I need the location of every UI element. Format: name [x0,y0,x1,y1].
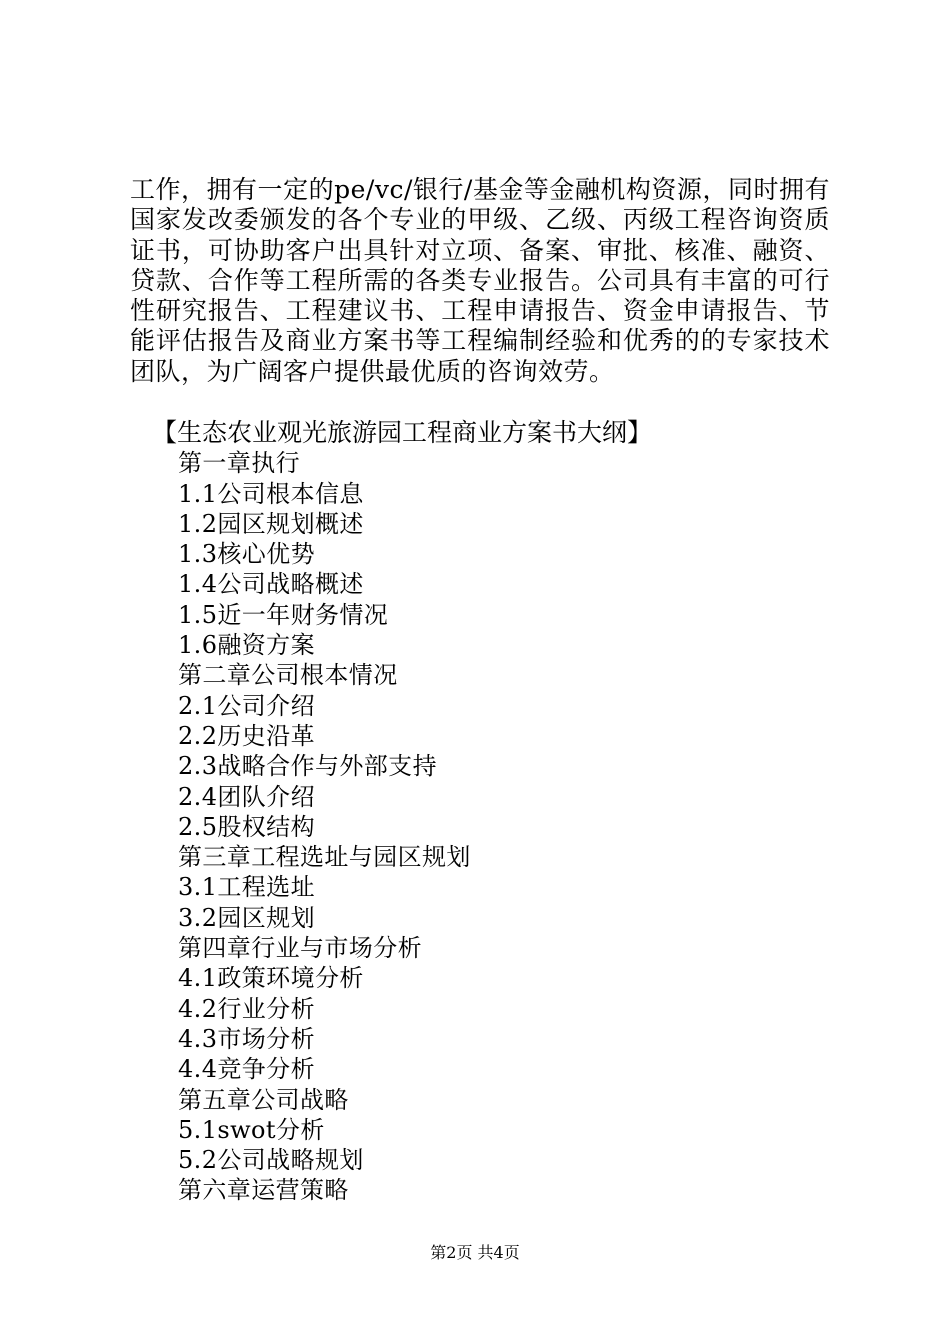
outline-item: 4.1政策环境分析 [178,964,364,993]
outline-item: 4.2行业分析 [178,994,315,1023]
outline-item: 4.3市场分析 [178,1024,315,1053]
outline-item: 1.2园区规划概述 [178,509,364,538]
outline-item: 1.1公司根本信息 [178,479,364,508]
outline-item: 5.1swot分析 [178,1115,325,1144]
outline-item: 第六章运营策略 [178,1176,349,1205]
outline-item: 第四章行业与市场分析 [178,934,422,963]
outline-item: 4.4竞争分析 [178,1055,315,1084]
outline-item: 2.5股权结构 [178,812,315,841]
outline-item: 2.2历史沿革 [178,721,315,750]
outline-item: 第三章工程选址与园区规划 [178,843,471,872]
outline-item: 1.4公司战略概述 [178,570,364,599]
outline-item: 5.2公司战略规划 [178,1146,364,1175]
outline-item: 第二章公司根本情况 [178,661,398,690]
outline-item: 3.1工程选址 [178,873,315,902]
outline-item: 1.5近一年财务情况 [178,600,389,629]
outline-item: 1.6融资方案 [178,631,315,660]
outline-item: 第一章执行 [178,449,300,478]
outline-title: 【生态农业观光旅游园工程商业方案书大纲】 [152,418,653,447]
outline-item: 2.3战略合作与外部支持 [178,752,437,781]
page-footer: 第2页 共4页 [430,1243,520,1262]
outline-item: 2.1公司介绍 [178,691,315,720]
outline-item: 第五章公司战略 [178,1085,349,1114]
outline-item: 1.3核心优势 [178,540,315,569]
outline-list [178,448,471,1205]
outline-item: 3.2园区规划 [178,903,315,932]
intro-paragraph: 工作，拥有一定的pe/vc/银行/基金等金融机构资源，同时拥有国家发改委颁发的各个专业的甲级、乙级、丙级工程咨询资质证书，可协助客户出具针对立项、备案、审批、核准、融资、贷款、合作等工程所需的各类专业报告。公司具有丰富的可行性研究报告、工程建议书、工程申请报告、资金申请报告、节能评估报告及商业方案书等工程编制经验和优秀的的专家技术团队，为广阔客户提供最优质的咨询效劳。 [130,175,830,386]
outline-item: 2.4团队介绍 [178,782,315,811]
